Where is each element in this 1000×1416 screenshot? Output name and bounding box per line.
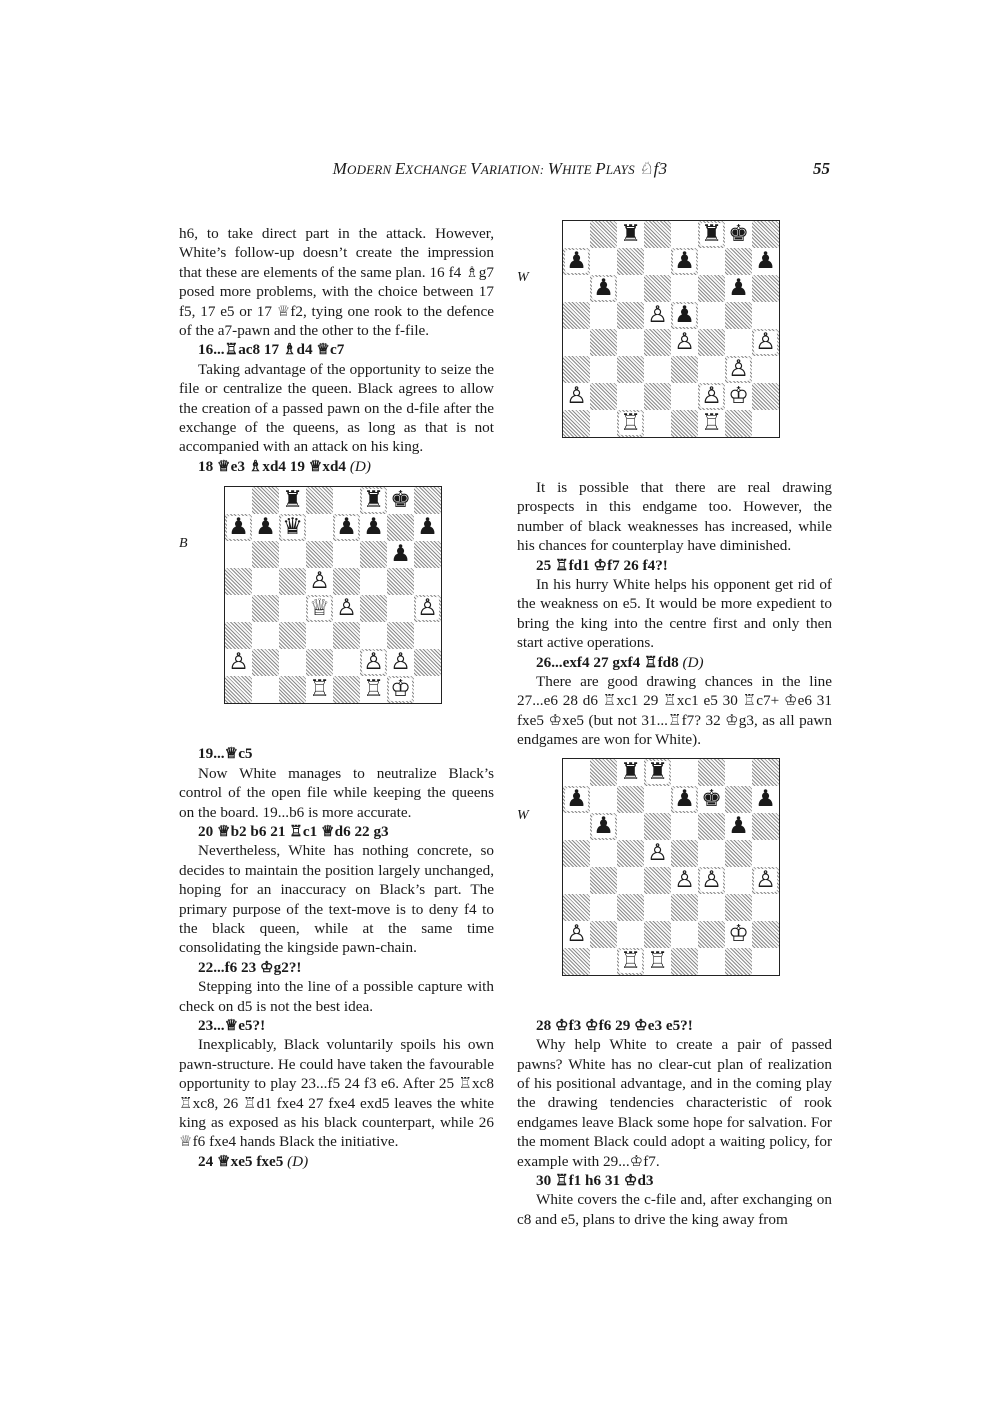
running-header bbox=[0, 159, 1000, 183]
board-square bbox=[671, 948, 698, 975]
board-square bbox=[698, 759, 725, 786]
white-pawn-icon: ♙ bbox=[674, 329, 695, 355]
chess-diagram-3 bbox=[517, 758, 832, 1004]
board-square bbox=[360, 487, 387, 514]
board-square bbox=[698, 248, 725, 275]
board-square bbox=[752, 248, 779, 275]
board-square bbox=[590, 356, 617, 383]
board-square bbox=[725, 759, 752, 786]
board-square bbox=[617, 221, 644, 248]
board-square bbox=[671, 221, 698, 248]
board-square bbox=[617, 867, 644, 894]
board-square bbox=[225, 676, 252, 703]
board-square bbox=[333, 487, 360, 514]
black-pawn-icon: ♟ bbox=[674, 302, 695, 328]
paragraph: Now White manages to neutralize Black’s control of the open file while keeping the queens on the board. 19...b6 is more accurate. bbox=[179, 764, 494, 821]
board-square bbox=[414, 649, 441, 676]
board-square bbox=[563, 813, 590, 840]
board-square bbox=[644, 302, 671, 329]
board-square bbox=[725, 813, 752, 840]
chess-diagram-2 bbox=[517, 220, 832, 466]
board-square bbox=[671, 275, 698, 302]
board-square bbox=[306, 514, 333, 541]
board-square bbox=[590, 221, 617, 248]
chessboard bbox=[562, 758, 780, 976]
white-pawn-icon: ♙ bbox=[701, 383, 722, 409]
board-square bbox=[590, 302, 617, 329]
board-square bbox=[698, 894, 725, 921]
board-square bbox=[752, 302, 779, 329]
board-square bbox=[644, 813, 671, 840]
board-square bbox=[225, 487, 252, 514]
board-square bbox=[563, 786, 590, 813]
paragraph: Stepping into the line of a possible capture with check on d5 is not the best idea. bbox=[179, 978, 494, 1015]
board-square bbox=[387, 676, 414, 703]
white-queen-icon: ♕ bbox=[309, 595, 330, 622]
board-square bbox=[752, 221, 779, 248]
white-rook-icon: ♖ bbox=[620, 410, 641, 436]
board-square bbox=[279, 514, 306, 541]
board-square bbox=[644, 759, 671, 786]
black-pawn-icon: ♟ bbox=[674, 248, 695, 274]
board-square bbox=[360, 622, 387, 649]
white-pawn-icon: ♙ bbox=[417, 595, 438, 622]
board-square bbox=[333, 595, 360, 622]
black-rook-icon: ♜ bbox=[620, 221, 641, 247]
move-line: 26...exf4 27 gxf4 ♖fd8 (D) bbox=[536, 653, 704, 671]
chess-diagram-1 bbox=[179, 486, 494, 732]
board-square bbox=[590, 921, 617, 948]
board-square bbox=[671, 894, 698, 921]
board-square bbox=[252, 568, 279, 595]
white-pawn-icon: ♙ bbox=[363, 649, 384, 676]
board-square bbox=[414, 514, 441, 541]
board-square bbox=[590, 867, 617, 894]
move-line: 25 ♖fd1 ♔f7 26 f4?! bbox=[536, 556, 668, 574]
move-line: 19...♕c5 bbox=[198, 745, 253, 763]
board-square bbox=[725, 921, 752, 948]
board-square bbox=[644, 894, 671, 921]
paragraph: In his hurry White helps his opponent get rid of the weakness on e5. It would be more expedient to bring the king into the centre first and only then start active operations. bbox=[517, 576, 832, 652]
move-line: 20 ♕b2 b6 21 ♖c1 ♕d6 22 g3 bbox=[198, 822, 389, 840]
black-pawn-icon: ♟ bbox=[336, 514, 357, 541]
board-square bbox=[617, 894, 644, 921]
white-rook-icon: ♖ bbox=[701, 410, 722, 436]
board-square bbox=[360, 541, 387, 568]
black-pawn-icon: ♟ bbox=[728, 275, 749, 301]
board-square bbox=[671, 302, 698, 329]
board-square bbox=[671, 786, 698, 813]
black-rook-icon: ♜ bbox=[282, 487, 303, 514]
board-square bbox=[333, 676, 360, 703]
board-square bbox=[563, 921, 590, 948]
board-square bbox=[698, 948, 725, 975]
black-king-icon: ♚ bbox=[390, 487, 411, 514]
move-line: 24 ♕xe5 fxe5 (D) bbox=[198, 1152, 309, 1170]
paragraph: It is possible that there are real drawing prospects in this endgame too. However, the number of black weaknesses has increased, while his chances for counterplay have diminished. bbox=[517, 479, 832, 555]
board-square bbox=[698, 275, 725, 302]
board-square bbox=[725, 356, 752, 383]
board-square bbox=[644, 948, 671, 975]
board-square bbox=[698, 867, 725, 894]
white-pawn-icon: ♙ bbox=[309, 568, 330, 595]
board-square bbox=[671, 329, 698, 356]
white-king-icon: ♔ bbox=[728, 920, 749, 947]
board-square bbox=[671, 759, 698, 786]
board-square bbox=[752, 356, 779, 383]
black-pawn-icon: ♟ bbox=[593, 812, 614, 839]
paragraph: Inexplicably, Black voluntarily spoils his own pawn-structure. He could have taken the favourable opportunity to play 23...f5 24 f3 e6. After 25 ♖xc8 ♖xc8, 26 ♖d1 fxe4 27 fxe4 exd5 leaves the white king as exposed as his black counterpart, while 26 ♕f6 fxe4 hands Black the initiative. bbox=[179, 1036, 494, 1151]
white-pawn-icon: ♙ bbox=[755, 329, 776, 355]
white-pawn-icon: ♙ bbox=[566, 920, 587, 947]
black-pawn-icon: ♟ bbox=[566, 785, 587, 812]
board-square bbox=[387, 568, 414, 595]
board-square bbox=[644, 356, 671, 383]
board-square bbox=[590, 248, 617, 275]
board-square bbox=[590, 786, 617, 813]
board-square bbox=[725, 786, 752, 813]
board-square bbox=[414, 568, 441, 595]
board-square bbox=[279, 676, 306, 703]
left-column bbox=[179, 224, 494, 1171]
board-square bbox=[252, 622, 279, 649]
side-to-move-label: W bbox=[517, 270, 529, 285]
board-square bbox=[387, 487, 414, 514]
board-square bbox=[387, 595, 414, 622]
board-square bbox=[752, 383, 779, 410]
board-square bbox=[644, 329, 671, 356]
board-square bbox=[698, 383, 725, 410]
board-square bbox=[563, 840, 590, 867]
right-column bbox=[517, 221, 832, 1229]
paragraph: Nevertheless, White has nothing concrete, so decides to maintain the position largely unchanged, hoping for an inaccuracy on Black’s part. The primary purpose of the text-move is to deny f4 to the black queen, while at the same time consolidating the kingside pawn-chain. bbox=[179, 842, 494, 957]
board-square bbox=[590, 383, 617, 410]
move-line: 28 ♔f3 ♔f6 29 ♔e3 e5?! bbox=[536, 1016, 693, 1034]
board-square bbox=[590, 329, 617, 356]
board-square bbox=[644, 221, 671, 248]
board-square bbox=[644, 275, 671, 302]
board-square bbox=[725, 948, 752, 975]
board-square bbox=[752, 275, 779, 302]
board-square bbox=[360, 568, 387, 595]
board-square bbox=[752, 786, 779, 813]
board-square bbox=[644, 410, 671, 437]
board-square bbox=[252, 595, 279, 622]
board-square bbox=[698, 221, 725, 248]
board-square bbox=[360, 676, 387, 703]
board-square bbox=[644, 383, 671, 410]
board-square bbox=[333, 649, 360, 676]
black-queen-icon: ♛ bbox=[282, 514, 303, 541]
board-square bbox=[671, 410, 698, 437]
board-square bbox=[333, 568, 360, 595]
board-square bbox=[698, 813, 725, 840]
board-square bbox=[617, 329, 644, 356]
board-square bbox=[563, 248, 590, 275]
board-square bbox=[725, 867, 752, 894]
white-pawn-icon: ♙ bbox=[728, 356, 749, 382]
board-square bbox=[617, 410, 644, 437]
black-king-icon: ♚ bbox=[728, 221, 749, 247]
board-square bbox=[590, 759, 617, 786]
board-square bbox=[306, 487, 333, 514]
board-square bbox=[252, 514, 279, 541]
chessboard bbox=[224, 486, 442, 704]
board-square bbox=[563, 275, 590, 302]
board-square bbox=[725, 329, 752, 356]
move-line: 22...f6 23 ♔g2?! bbox=[198, 958, 302, 976]
white-rook-icon: ♖ bbox=[620, 947, 641, 974]
board-square bbox=[225, 622, 252, 649]
board-square bbox=[414, 487, 441, 514]
board-square bbox=[563, 383, 590, 410]
board-square bbox=[617, 248, 644, 275]
board-square bbox=[590, 840, 617, 867]
paragraph: Why help White to create a pair of passed pawns? White has no clear-cut plan of realization of his positional advantage, and in the coming play the drawing tendencies characteristic of rook endgames leave Black some hope for salvation. For the moment Black could adopt a waiting policy, for example with 29...♔f7. bbox=[517, 1036, 832, 1170]
page-number: 55 bbox=[813, 159, 830, 178]
board-square bbox=[752, 948, 779, 975]
black-pawn-icon: ♟ bbox=[255, 514, 276, 541]
side-to-move-label: B bbox=[179, 536, 188, 552]
black-rook-icon: ♜ bbox=[701, 221, 722, 247]
board-square bbox=[414, 622, 441, 649]
black-pawn-icon: ♟ bbox=[755, 248, 776, 274]
board-square bbox=[563, 759, 590, 786]
board-square bbox=[725, 221, 752, 248]
move-line: 18 ♕e3 ♗xd4 19 ♕xd4 (D) bbox=[198, 457, 371, 475]
chessboard bbox=[562, 220, 780, 438]
black-pawn-icon: ♟ bbox=[417, 514, 438, 541]
board-square bbox=[671, 383, 698, 410]
board-square bbox=[671, 867, 698, 894]
board-square bbox=[617, 786, 644, 813]
board-square bbox=[644, 921, 671, 948]
board-square bbox=[725, 840, 752, 867]
board-square bbox=[644, 840, 671, 867]
board-square bbox=[617, 840, 644, 867]
board-square bbox=[617, 302, 644, 329]
board-square bbox=[617, 275, 644, 302]
board-square bbox=[306, 676, 333, 703]
board-square bbox=[590, 948, 617, 975]
board-square bbox=[752, 867, 779, 894]
board-square bbox=[225, 568, 252, 595]
board-square bbox=[725, 302, 752, 329]
black-pawn-icon: ♟ bbox=[674, 785, 695, 812]
white-king-icon: ♔ bbox=[728, 383, 749, 409]
white-rook-icon: ♖ bbox=[647, 947, 668, 974]
board-square bbox=[617, 921, 644, 948]
board-square bbox=[671, 356, 698, 383]
board-square bbox=[279, 541, 306, 568]
board-square bbox=[671, 840, 698, 867]
board-square bbox=[225, 541, 252, 568]
board-square bbox=[306, 649, 333, 676]
board-square bbox=[725, 410, 752, 437]
board-square bbox=[563, 867, 590, 894]
board-square bbox=[590, 894, 617, 921]
board-square bbox=[644, 248, 671, 275]
board-square bbox=[252, 541, 279, 568]
board-square bbox=[617, 383, 644, 410]
board-square bbox=[279, 649, 306, 676]
board-square bbox=[617, 813, 644, 840]
white-rook-icon: ♖ bbox=[309, 676, 330, 703]
board-square bbox=[333, 622, 360, 649]
board-square bbox=[387, 622, 414, 649]
board-square bbox=[414, 676, 441, 703]
board-square bbox=[225, 514, 252, 541]
move-line: 23...♕e5?! bbox=[198, 1016, 266, 1034]
board-square bbox=[752, 410, 779, 437]
paragraph: There are good drawing chances in the line 27...e6 28 d6 ♖xc1 29 ♖xc1 e5 30 ♖c7+ ♔e6 31 fxe5 ♔xe5 (but not 31...♖f7? 32 ♔g3, as all pawn endgames are won for White). bbox=[517, 673, 832, 749]
board-square bbox=[225, 595, 252, 622]
board-square bbox=[279, 595, 306, 622]
board-square bbox=[279, 487, 306, 514]
board-square bbox=[725, 383, 752, 410]
board-square bbox=[360, 649, 387, 676]
white-rook-icon: ♖ bbox=[363, 676, 384, 703]
board-square bbox=[752, 759, 779, 786]
board-square bbox=[387, 514, 414, 541]
black-rook-icon: ♜ bbox=[363, 487, 384, 514]
white-pawn-icon: ♙ bbox=[674, 866, 695, 893]
board-square bbox=[306, 622, 333, 649]
board-square bbox=[698, 786, 725, 813]
board-square bbox=[644, 786, 671, 813]
black-king-icon: ♚ bbox=[701, 785, 722, 812]
white-king-icon: ♔ bbox=[390, 676, 411, 703]
board-square bbox=[590, 410, 617, 437]
paragraph: White covers the c-file and, after exchanging on c8 and e5, plans to drive the king away from bbox=[517, 1191, 832, 1228]
board-square bbox=[671, 813, 698, 840]
board-square bbox=[590, 275, 617, 302]
board-square bbox=[306, 568, 333, 595]
board-square bbox=[698, 329, 725, 356]
board-square bbox=[333, 541, 360, 568]
board-square bbox=[563, 948, 590, 975]
board-square bbox=[698, 921, 725, 948]
board-square bbox=[333, 514, 360, 541]
board-square bbox=[225, 649, 252, 676]
white-pawn-icon: ♙ bbox=[228, 649, 249, 676]
board-square bbox=[306, 595, 333, 622]
board-square bbox=[752, 921, 779, 948]
board-square bbox=[563, 329, 590, 356]
board-square bbox=[644, 867, 671, 894]
black-rook-icon: ♜ bbox=[620, 758, 641, 785]
board-square bbox=[563, 894, 590, 921]
board-square bbox=[252, 676, 279, 703]
board-square bbox=[752, 813, 779, 840]
board-square bbox=[279, 622, 306, 649]
white-pawn-icon: ♙ bbox=[566, 383, 587, 409]
white-pawn-icon: ♙ bbox=[755, 866, 776, 893]
board-square bbox=[360, 595, 387, 622]
board-square bbox=[671, 921, 698, 948]
board-square bbox=[387, 649, 414, 676]
white-pawn-icon: ♙ bbox=[336, 595, 357, 622]
board-square bbox=[725, 894, 752, 921]
board-square bbox=[617, 356, 644, 383]
board-square bbox=[698, 410, 725, 437]
board-square bbox=[360, 514, 387, 541]
running-head-title: MODERN EXCHANGE VARIATION: WHITE PLAYS ♘f3 bbox=[332, 159, 668, 178]
board-square bbox=[387, 541, 414, 568]
paragraph: h6, to take direct part in the attack. However, White’s follow-up doesn’t create the impression that these are elements of the same plan. 16 f4 ♗g7 posed more problems, with the choice between 17 f5, 17 e5 or 17 ♕f2, tying one rook to the defence of the a7-pawn and the other to the f-file. bbox=[179, 225, 494, 340]
board-square bbox=[752, 894, 779, 921]
board-square bbox=[698, 302, 725, 329]
board-square bbox=[563, 410, 590, 437]
board-square bbox=[698, 840, 725, 867]
paragraph: Taking advantage of the opportunity to seize the file or centralize the queen. Black agrees to allow the creation of a passed pawn on the d-file after the exchange of the queens, as long as that is not accompanied with an attack on his king. bbox=[179, 360, 494, 456]
board-square bbox=[590, 813, 617, 840]
board-square bbox=[306, 541, 333, 568]
board-square bbox=[725, 275, 752, 302]
black-rook-icon: ♜ bbox=[647, 758, 668, 785]
board-square bbox=[563, 356, 590, 383]
black-pawn-icon: ♟ bbox=[593, 275, 614, 301]
board-square bbox=[414, 595, 441, 622]
board-square bbox=[617, 759, 644, 786]
board-square bbox=[617, 948, 644, 975]
move-line: 16...♖ac8 17 ♗d4 ♕c7 bbox=[198, 341, 345, 359]
black-pawn-icon: ♟ bbox=[390, 541, 411, 568]
white-pawn-icon: ♙ bbox=[701, 866, 722, 893]
board-square bbox=[563, 302, 590, 329]
white-pawn-icon: ♙ bbox=[647, 839, 668, 866]
board-square bbox=[414, 541, 441, 568]
board-square bbox=[279, 568, 306, 595]
board-square bbox=[671, 248, 698, 275]
black-pawn-icon: ♟ bbox=[728, 812, 749, 839]
black-pawn-icon: ♟ bbox=[228, 514, 249, 541]
white-pawn-icon: ♙ bbox=[390, 649, 411, 676]
move-line: 30 ♖f1 h6 31 ♔d3 bbox=[536, 1171, 654, 1189]
board-square bbox=[725, 248, 752, 275]
board-square bbox=[752, 840, 779, 867]
black-pawn-icon: ♟ bbox=[363, 514, 384, 541]
board-square bbox=[698, 356, 725, 383]
side-to-move-label: W bbox=[517, 807, 529, 823]
black-pawn-icon: ♟ bbox=[566, 248, 587, 274]
board-square bbox=[752, 329, 779, 356]
board-square bbox=[563, 221, 590, 248]
board-square bbox=[252, 487, 279, 514]
board-square bbox=[252, 649, 279, 676]
black-pawn-icon: ♟ bbox=[755, 785, 776, 812]
white-pawn-icon: ♙ bbox=[647, 302, 668, 328]
